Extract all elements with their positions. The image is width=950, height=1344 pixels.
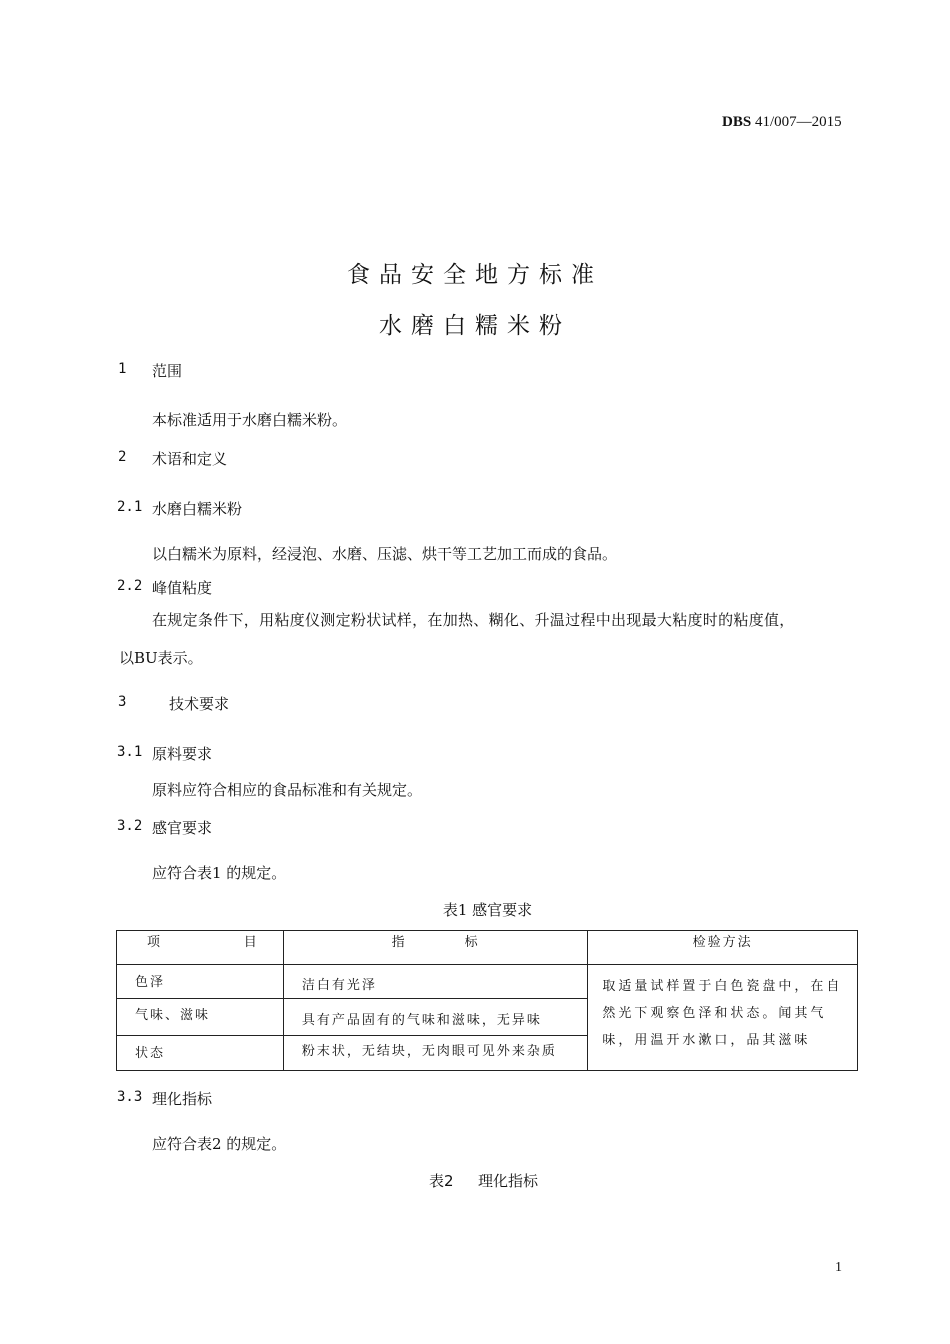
header-index-a: 指 (391, 935, 407, 950)
section-2-2-title: 峰值粘度 (152, 579, 213, 597)
table1-sensory-requirements (116, 930, 858, 1071)
header-item-a: 项 (147, 935, 163, 950)
section-3-3-number: 3.3 (117, 1089, 143, 1105)
section-3-3-title: 理化指标 (152, 1090, 213, 1108)
table-row (117, 965, 858, 999)
section-2-1-number: 2.1 (117, 499, 143, 515)
section-3-title: 技术要求 (169, 695, 230, 713)
section-1-title: 范围 (152, 362, 183, 380)
page-number: 1 (835, 1260, 842, 1275)
header-method: 检验方法 (588, 931, 858, 965)
section-3-3-text: 应符合表2 的规定。 (152, 1135, 287, 1153)
table2-caption-number: 表2 (429, 1172, 454, 1190)
table2-caption-title: 理化指标 (478, 1172, 539, 1190)
header-index-b: 标 (464, 935, 480, 950)
row-index: 粉末状，无结块，无肉眼可见外来杂质 (283, 1036, 588, 1071)
section-3-2-text: 应符合表1 的规定。 (152, 864, 287, 882)
section-3-number: 3 (118, 694, 127, 710)
section-3-2-title: 感官要求 (152, 819, 213, 837)
section-1-text: 本标准适用于水磨白糯米粉。 (152, 411, 348, 429)
row-item: 色泽 (117, 965, 284, 999)
row-item: 气味、滋味 (117, 999, 284, 1036)
standard-number: 41/007—2015 (754, 114, 842, 130)
section-1-number: 1 (118, 361, 127, 377)
section-2-number: 2 (118, 449, 127, 465)
section-3-2-number: 3.2 (117, 818, 143, 834)
table1-caption: 表1 感官要求 (442, 901, 533, 919)
section-2-2-text-line2: 以BU表示。 (119, 649, 203, 667)
section-2-2-number: 2.2 (117, 578, 143, 594)
header-item-b: 目 (243, 935, 259, 950)
row-item: 状态 (117, 1036, 284, 1071)
standard-code (722, 114, 842, 131)
document-title-line2: 水磨白糯米粉 (379, 313, 571, 339)
section-3-1-number: 3.1 (117, 744, 143, 760)
standard-prefix: DBS (722, 114, 752, 130)
row-index: 洁白有光泽 (283, 965, 588, 999)
header-index (283, 931, 588, 965)
document-title-line1: 食品安全地方标准 (347, 262, 603, 288)
section-2-2-text-line1: 在规定条件下，用粘度仪测定粉状试样，在加热、糊化、升温过程中出现最大粘度时的粘度值， (152, 611, 795, 629)
section-2-title: 术语和定义 (152, 450, 228, 468)
table-header-row (117, 931, 858, 965)
row-index: 具有产品固有的气味和滋味，无异味 (283, 999, 588, 1036)
method-text: 取适量试样置于白色瓷盘中，在自然光下观察色泽和状态。闻其气味，用温开水漱口，品其滋味 (602, 979, 843, 1048)
section-3-1-title: 原料要求 (152, 745, 213, 763)
method-cell (588, 965, 858, 1071)
header-item (117, 931, 284, 965)
section-3-1-text: 原料应符合相应的食品标准和有关规定。 (152, 781, 423, 799)
section-2-1-title: 水磨白糯米粉 (152, 500, 243, 518)
section-2-1-text: 以白糯米为原料，经浸泡、水磨、压滤、烘干等工艺加工而成的食品。 (152, 545, 618, 563)
